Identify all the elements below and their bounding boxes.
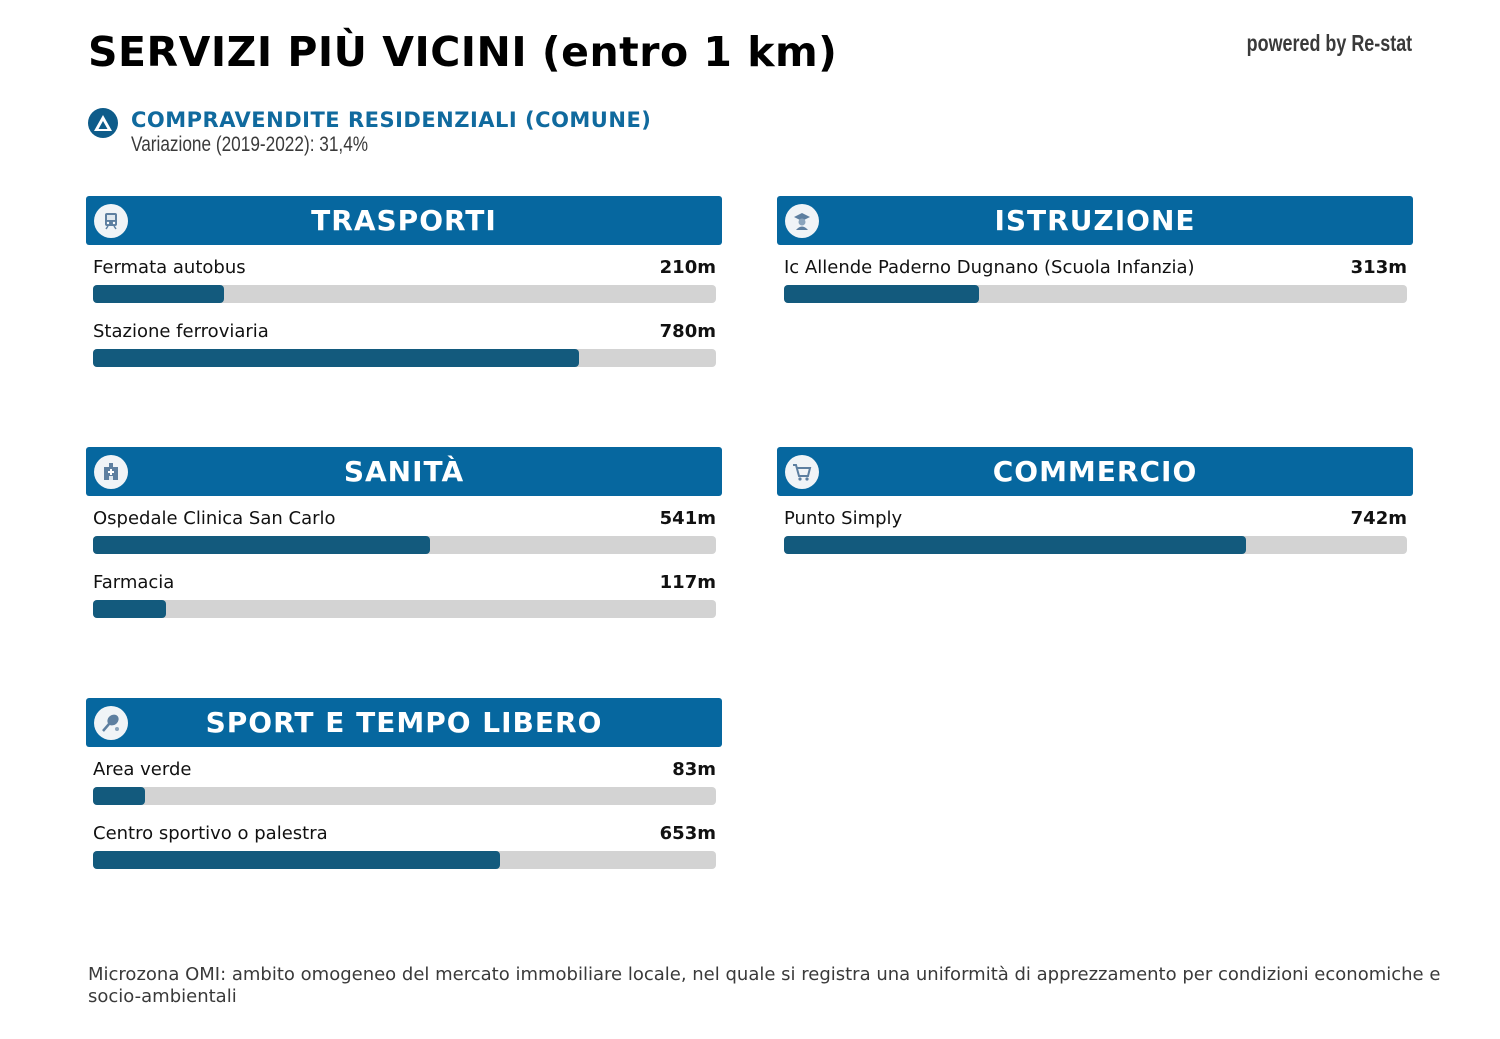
bar-track (93, 349, 716, 367)
bar-row (777, 496, 1413, 560)
trend-title: COMPRAVENDITE RESIDENZIALI (COMUNE) (131, 108, 652, 132)
bar-track (93, 787, 716, 805)
panel-header (86, 698, 722, 747)
bar-fill (93, 285, 224, 303)
panel-header (777, 196, 1413, 245)
panel-title: SPORT E TEMPO LIBERO (205, 706, 603, 739)
bar-track (93, 600, 716, 618)
bar-fill (93, 600, 166, 618)
panel-title: SANITÀ (343, 455, 465, 488)
panel-title: ISTRUZIONE (994, 204, 1196, 237)
bar-track (784, 536, 1407, 554)
bar-track (93, 285, 716, 303)
footnote: Microzona OMI: ambito omogeneo del mercato immobiliare locale, nel quale si registra una uniformità di apprezzamento per condizioni economiche e socio-ambientali (88, 964, 1441, 1007)
panel-sport (86, 698, 722, 875)
panel-header (777, 447, 1413, 496)
bar-label: Farmacia (93, 572, 175, 593)
bar-value-label: 210m (659, 257, 716, 278)
panel-istruzione (777, 196, 1413, 309)
train-icon (94, 204, 128, 238)
tennis-racket-icon (94, 706, 128, 740)
panel-commercio (777, 447, 1413, 560)
panel-title: COMMERCIO (992, 455, 1198, 488)
bar-label: Ospedale Clinica San Carlo (93, 508, 336, 529)
bar-label: Centro sportivo o palestra (93, 823, 328, 844)
bar-row (777, 245, 1413, 309)
bar-row (86, 560, 722, 624)
bar-value-label: 117m (659, 572, 716, 593)
bar-label: Area verde (93, 759, 192, 780)
bar-fill (93, 787, 145, 805)
bar-value-label: 653m (659, 823, 716, 844)
bar-value-label: 742m (1350, 508, 1407, 529)
bar-fill (93, 349, 579, 367)
bar-fill (93, 536, 430, 554)
bar-track (93, 536, 716, 554)
triangle-up-icon (88, 108, 118, 138)
panel-trasporti (86, 196, 722, 373)
bar-row (86, 811, 722, 875)
bar-value-label: 541m (659, 508, 716, 529)
student-icon (785, 204, 819, 238)
panel-sanita (86, 447, 722, 624)
bar-fill (784, 285, 979, 303)
bar-track (93, 851, 716, 869)
bar-value-label: 313m (1350, 257, 1407, 278)
bar-fill (784, 536, 1246, 554)
panel-title: TRASPORTI (311, 204, 497, 237)
hospital-icon (94, 455, 128, 489)
bar-row (86, 245, 722, 309)
bar-label: Stazione ferroviaria (93, 321, 269, 342)
bar-track (784, 285, 1407, 303)
panel-header (86, 196, 722, 245)
bar-row (86, 496, 722, 560)
shopping-cart-icon (785, 455, 819, 489)
page-title: SERVIZI PIÙ VICINI (entro 1 km) (88, 28, 838, 76)
panel-header (86, 447, 722, 496)
bar-row (86, 747, 722, 811)
trend-subtitle: Variazione (2019-2022): 31,4% (131, 133, 369, 156)
bar-value-label: 83m (672, 759, 716, 780)
bar-value-label: 780m (659, 321, 716, 342)
bar-label: Ic Allende Paderno Dugnano (Scuola Infanzia) (784, 257, 1195, 278)
bar-fill (93, 851, 500, 869)
powered-by-logo: powered by Re-stat (1246, 30, 1412, 56)
bar-label: Punto Simply (784, 508, 903, 529)
bar-row (86, 309, 722, 373)
bar-label: Fermata autobus (93, 257, 246, 278)
